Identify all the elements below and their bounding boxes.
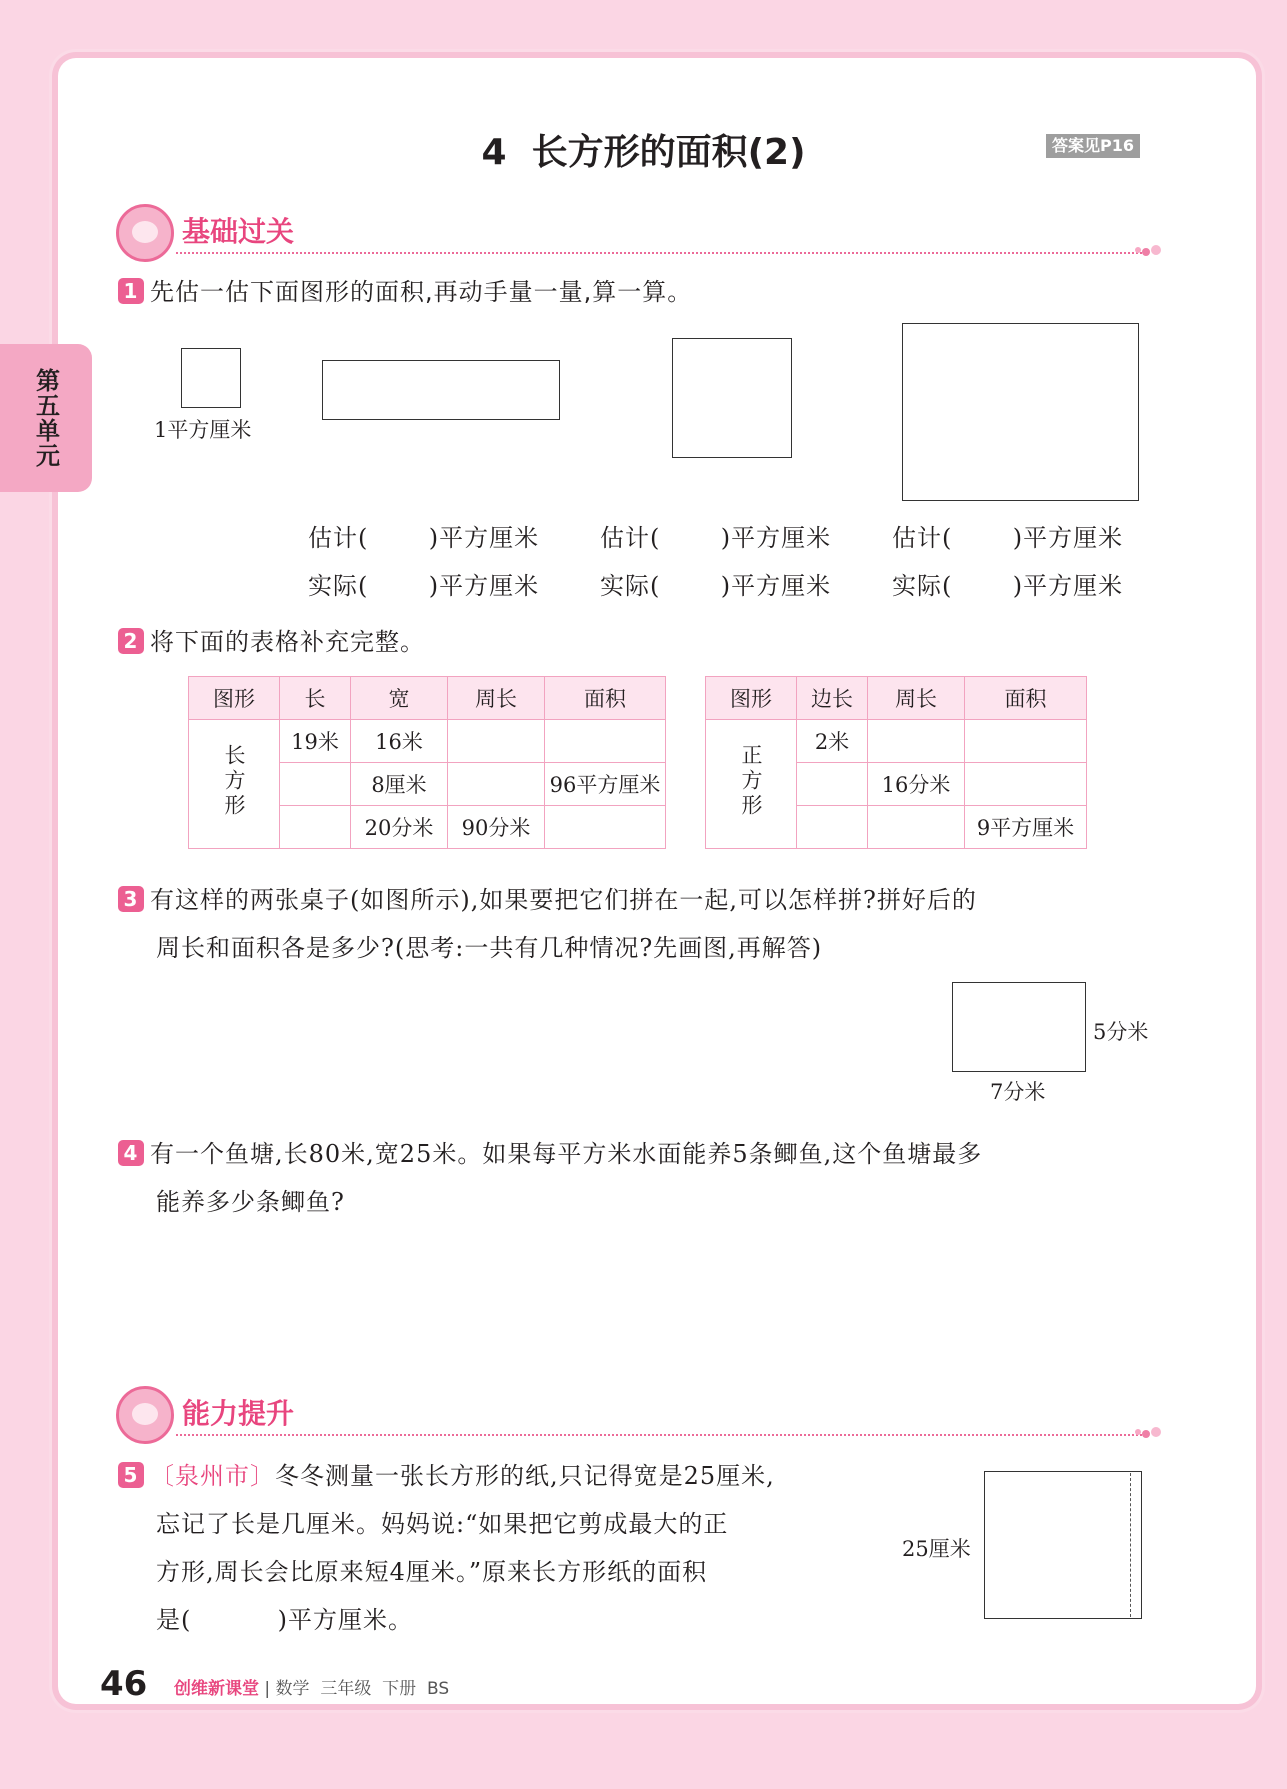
table-top-diagram: [952, 982, 1086, 1072]
table-cell: [797, 763, 868, 806]
table-cell: [448, 763, 545, 806]
table-cell: 90分米: [448, 806, 545, 849]
table-header-row: [706, 677, 1087, 720]
decor-dots-icon: [1132, 242, 1162, 258]
table-header-cell: 图形: [189, 677, 280, 720]
table-shape-cell: [706, 720, 797, 849]
table-header-cell: 周长: [448, 677, 545, 720]
question-1: [118, 268, 692, 316]
table-cell: [965, 720, 1087, 763]
question-text-line2: 能养多少条鲫鱼?: [156, 1188, 345, 1216]
question-number: 4: [118, 1140, 144, 1166]
square-shape-b: [672, 338, 792, 458]
estimate-c: 估计( )平方厘米: [892, 524, 1124, 552]
length-label: 7分米: [990, 1080, 1046, 1104]
table-header-cell: 面积: [965, 677, 1087, 720]
question-text-line1: 有这样的两张桌子(如图所示),如果要把它们拼在一起,可以怎样拼?拼好后的: [150, 886, 977, 914]
table-row: [706, 720, 1087, 763]
table-cell: [448, 720, 545, 763]
mascot-icon: [116, 204, 174, 262]
table-cell: [280, 763, 351, 806]
question-3: [118, 876, 1158, 972]
shape-label: 正方形: [739, 744, 763, 819]
mascot-icon: [116, 1386, 174, 1444]
question-number: 2: [118, 628, 144, 654]
width-label: 5分米: [1093, 1020, 1149, 1044]
square-table: [705, 676, 1087, 849]
table-header-cell: 长: [280, 677, 351, 720]
paper-width-label: 25厘米: [902, 1537, 971, 1561]
question-text-line1: 有一个鱼塘,长80米,宽25米。如果每平方米水面能养5条鲫鱼,这个鱼塘最多: [150, 1140, 983, 1168]
book-info: | 数学 三年级 下册 BS: [264, 1679, 450, 1699]
question-number: 1: [118, 278, 144, 304]
estimate-b: 估计( )平方厘米: [600, 524, 832, 552]
section-advanced: [116, 1386, 1156, 1446]
question-4: [118, 1130, 1158, 1226]
region-tag: 〔泉州市〕: [150, 1462, 275, 1490]
question-text: 先估一估下面图形的面积,再动手量一量,算一算。: [150, 278, 693, 306]
actual-b: 实际( )平方厘米: [600, 572, 832, 600]
table-header-cell: 图形: [706, 677, 797, 720]
question-5: [118, 1452, 878, 1644]
section-basic-title: 基础过关: [182, 215, 295, 248]
question-text-line1: 冬冬测量一张长方形的纸,只记得宽是25厘米,: [275, 1462, 775, 1490]
rectangle-shape-c: [902, 323, 1139, 501]
shape-label: 长方形: [222, 744, 246, 819]
table-header-cell: 周长: [868, 677, 965, 720]
table-cell: [545, 806, 666, 849]
table-row: [189, 720, 666, 763]
footer-brand: [174, 1674, 449, 1699]
table-cell: [797, 806, 868, 849]
question-2: [118, 618, 425, 666]
actual-a: 实际( )平方厘米: [308, 572, 540, 600]
question-text-line2: 忘记了长是几厘米。妈妈说:“如果把它剪成最大的正: [156, 1510, 729, 1538]
section-divider: [176, 1434, 1146, 1436]
table-cell: [965, 763, 1087, 806]
unit-square-shape: [181, 348, 241, 408]
section-basic: [116, 204, 1156, 264]
section-advanced-title: 能力提升: [182, 1397, 295, 1430]
table-shape-cell: [189, 720, 280, 849]
page-title: 4 长方形的面积(2): [481, 132, 806, 173]
table-cell: 8厘米: [351, 763, 448, 806]
table-header-cell: 面积: [545, 677, 666, 720]
table-cell: 20分米: [351, 806, 448, 849]
actual-c: 实际( )平方厘米: [892, 572, 1124, 600]
cut-line: [1130, 1473, 1131, 1617]
table-header-cell: 宽: [351, 677, 448, 720]
unit-square-label: 1平方厘米: [154, 418, 252, 442]
table-cell: 2米: [797, 720, 868, 763]
unit-tab: 第五单元: [0, 344, 92, 492]
page-number: 46: [100, 1664, 148, 1704]
question-text-line2: 周长和面积各是多少?(思考:一共有几种情况?先画图,再解答): [156, 934, 823, 962]
table-header-cell: 边长: [797, 677, 868, 720]
table-header-row: [189, 677, 666, 720]
table-cell: [280, 806, 351, 849]
table-cell: 9平方厘米: [965, 806, 1087, 849]
question-text-line3: 方形,周长会比原来短4厘米。”原来长方形纸的面积: [156, 1558, 708, 1586]
decor-dots-icon: [1132, 1424, 1162, 1440]
rectangle-table: [188, 676, 666, 849]
paper-rectangle-diagram: [984, 1471, 1142, 1619]
estimate-a: 估计( )平方厘米: [308, 524, 540, 552]
question-number: 3: [118, 886, 144, 912]
question-number: 5: [118, 1462, 144, 1488]
table-cell: [868, 720, 965, 763]
question-text: 将下面的表格补充完整。: [150, 628, 425, 656]
table-cell: [868, 806, 965, 849]
section-divider: [176, 252, 1146, 254]
table-cell: 19米: [280, 720, 351, 763]
table-cell: 16米: [351, 720, 448, 763]
brand-name: 创维新课堂: [174, 1679, 259, 1699]
question-text-line4: 是( )平方厘米。: [156, 1606, 414, 1634]
table-cell: 16分米: [868, 763, 965, 806]
table-cell: 96平方厘米: [545, 763, 666, 806]
rectangle-shape-a: [322, 360, 560, 420]
table-cell: [545, 720, 666, 763]
answer-reference: 答案见P16: [1046, 134, 1140, 158]
